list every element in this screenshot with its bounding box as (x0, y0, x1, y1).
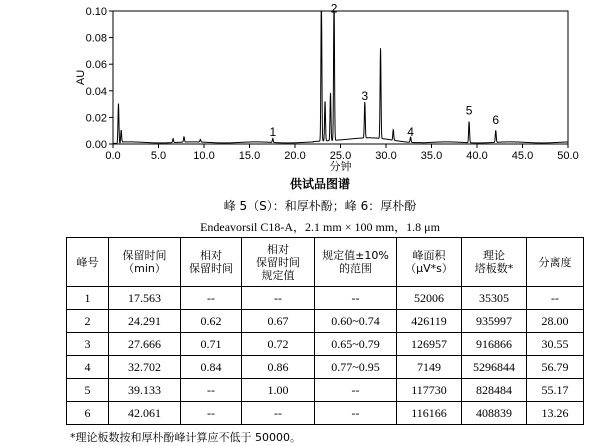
cell-relative-retention: 0.62 (181, 310, 242, 333)
header-relative-retention-spec: 相对 保留时间 规定值 (242, 238, 315, 287)
header-peak-area: 峰面积 （μV*s） (397, 238, 462, 287)
cell-peak-no: 3 (67, 333, 109, 356)
cell-spec-range: 0.60~0.74 (315, 310, 397, 333)
cell-theoretical-plates: 916866 (462, 333, 527, 356)
cell-peak-area: 7149 (397, 356, 462, 379)
cell-spec-range: -- (315, 402, 397, 425)
cell-peak-no: 1 (67, 287, 109, 310)
x-tick-label: 10.0 (193, 150, 215, 162)
chromatogram-trace (113, 11, 568, 143)
chromatogram-chart (0, 0, 610, 176)
cell-resolution: 30.55 (527, 333, 584, 356)
cell-peak-no: 2 (67, 310, 109, 333)
y-tick-label: 0.02 (85, 112, 107, 125)
cell-spec-range: 0.65~0.79 (315, 333, 397, 356)
cell-spec-range: -- (315, 287, 397, 310)
table-row (67, 333, 584, 356)
peak-labels (269, 1, 499, 139)
cell-relative-retention-spec: 0.72 (242, 333, 315, 356)
cell-peak-area: 52006 (397, 287, 462, 310)
x-axis-label: 分钟 (329, 161, 352, 173)
cell-relative-retention-spec: 0.86 (242, 356, 315, 379)
cell-retention-time: 42.061 (109, 402, 181, 425)
column-info: Endeavorsil C18-A，2.1 mm × 100 mm，1.8 μm (200, 220, 440, 234)
cell-relative-retention: 0.84 (181, 356, 242, 379)
x-axis-ticks (105, 144, 578, 162)
y-axis-ticks (86, 6, 113, 151)
table-row (67, 310, 584, 333)
table-row (67, 356, 584, 379)
x-tick-label: 50.0 (557, 150, 579, 162)
cell-peak-no: 4 (67, 356, 109, 379)
cell-peak-area: 116166 (397, 402, 462, 425)
x-tick-label: 5.0 (150, 150, 167, 162)
y-tick-label: 0.00 (85, 139, 107, 151)
cell-resolution: 56.79 (527, 356, 584, 379)
peak-description: 峰 5（S）：和厚朴酚；峰 6：厚朴酚 (223, 199, 417, 213)
cell-retention-time: 27.666 (109, 333, 181, 356)
header-theoretical-plates: 理论 塔板数* (462, 238, 527, 287)
cell-retention-time: 17.563 (109, 287, 181, 310)
y-tick-label: 0.04 (85, 85, 107, 98)
x-tick-label: 20.0 (284, 150, 306, 162)
cell-relative-retention-spec: -- (242, 287, 315, 310)
results-table (66, 237, 584, 425)
peak-label: 5 (465, 103, 473, 118)
cell-peak-no: 5 (67, 379, 109, 402)
header-spec-range: 规定值±10% 的范围 (315, 238, 397, 287)
cell-relative-retention-spec: -- (242, 402, 315, 425)
peak-label: 1 (269, 125, 277, 140)
cell-retention-time: 24.291 (109, 310, 181, 333)
cell-spec-range: -- (315, 379, 397, 402)
y-tick-label: 0.06 (85, 59, 107, 72)
table-row (67, 287, 584, 310)
peak-label: 2 (330, 1, 338, 16)
x-tick-label: 40.0 (466, 150, 488, 162)
x-tick-label: 15.0 (238, 150, 261, 162)
cell-relative-retention-spec: 0.67 (242, 310, 315, 333)
cell-theoretical-plates: 35305 (462, 287, 527, 310)
x-tick-label: 30.0 (375, 150, 397, 162)
x-tick-label: 0.0 (105, 150, 121, 162)
cell-relative-retention: -- (181, 379, 242, 402)
y-tick-label: 0.08 (85, 32, 107, 45)
peak-label: 4 (407, 125, 414, 140)
cell-relative-retention-spec: 1.00 (242, 379, 315, 402)
table-row (67, 402, 584, 425)
cell-theoretical-plates: 5296844 (462, 356, 527, 379)
header-peak-no: 峰号 (67, 238, 109, 287)
cell-peak-area: 126957 (397, 333, 462, 356)
cell-resolution: 13.26 (527, 402, 584, 425)
header-relative-retention: 相对 保留时间 (181, 238, 242, 287)
cell-theoretical-plates: 935997 (462, 310, 527, 333)
x-tick-label: 25.0 (329, 150, 352, 162)
cell-theoretical-plates: 408839 (462, 402, 527, 425)
y-tick-label: 0.10 (85, 6, 107, 18)
cell-theoretical-plates: 828484 (462, 379, 527, 402)
cell-spec-range: 0.77~0.95 (315, 356, 397, 379)
y-axis-label: AU (75, 69, 87, 86)
cell-peak-no: 6 (67, 402, 109, 425)
cell-relative-retention: 0.71 (181, 333, 242, 356)
cell-retention-time: 32.702 (109, 356, 181, 379)
cell-peak-area: 117730 (397, 379, 462, 402)
header-resolution: 分离度 (527, 238, 584, 287)
cell-peak-area: 426119 (397, 310, 462, 333)
header-retention-time: 保留时间 （min） (109, 238, 181, 287)
footnote: *理论板数按和厚朴酚峰计算应不低于 50000。 (70, 431, 301, 444)
x-tick-label: 35.0 (420, 150, 443, 162)
peak-label: 6 (492, 113, 500, 128)
cell-relative-retention: -- (181, 402, 242, 425)
cell-resolution: -- (527, 287, 584, 310)
plot-frame (113, 11, 568, 144)
x-tick-label: 45.0 (511, 150, 534, 162)
cell-relative-retention: -- (181, 287, 242, 310)
table-header-row (67, 238, 584, 287)
chart-title: 供试品图谱 (289, 177, 350, 191)
table-row (67, 379, 584, 402)
cell-retention-time: 39.133 (109, 379, 181, 402)
peak-label: 3 (361, 89, 369, 104)
cell-resolution: 55.17 (527, 379, 584, 402)
cell-resolution: 28.00 (527, 310, 584, 333)
